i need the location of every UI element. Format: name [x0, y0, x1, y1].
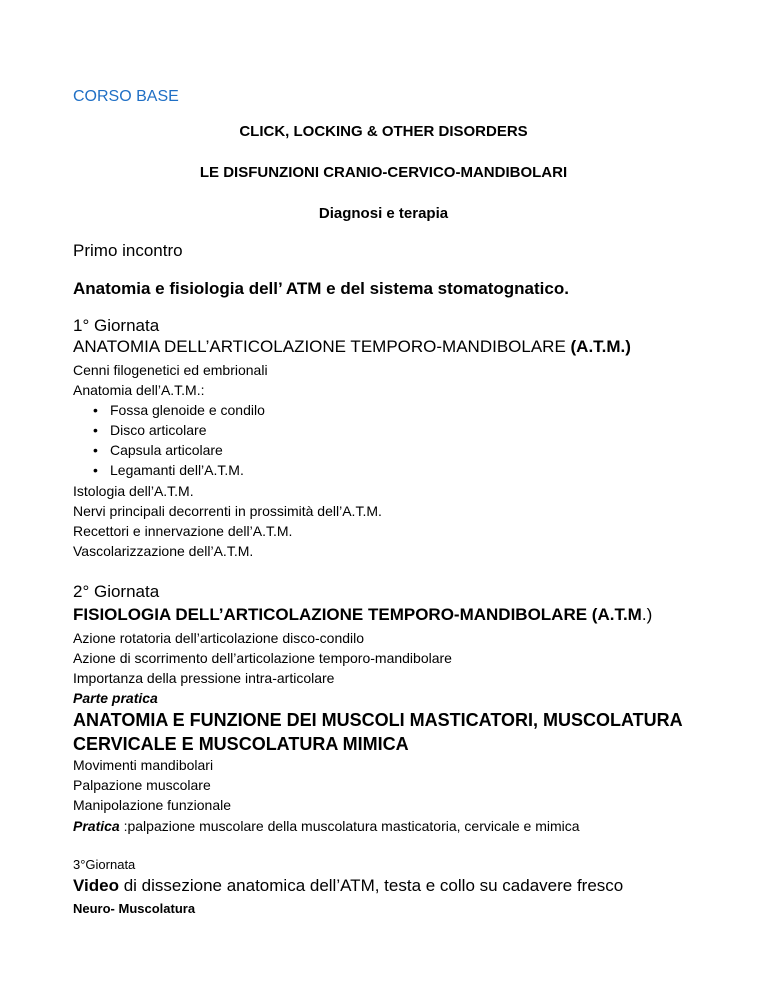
day1-bullet-text: Disco articolare [110, 422, 207, 438]
day1-bullet [93, 422, 206, 438]
day1-label: 1° Giornata [73, 316, 160, 335]
bullet-icon: • [93, 462, 98, 478]
day2-line-4: Movimenti mandibolari [73, 757, 214, 773]
day1-heading [73, 337, 631, 357]
day2-line-3: Importanza della pressione intra-articolare [73, 670, 335, 686]
day1-bullet [93, 402, 265, 418]
document-subtitle-2: Diagnosi e terapia [318, 205, 449, 222]
day2-label: 2° Giornata [73, 582, 160, 601]
course-tag: CORSO BASE [73, 88, 179, 105]
day2-heading-text: FISIOLOGIA DELL’ARTICOLAZIONE TEMPORO-MANDIBOLARE (A.T.M [73, 605, 642, 624]
day2-line-5: Palpazione muscolare [73, 777, 211, 793]
meeting-topic: Anatomia e fisiologia dell’ ATM e del sistema stomatognatico. [73, 279, 569, 298]
day1-bullet [93, 442, 223, 458]
day3-video-line [73, 876, 623, 896]
bullet-icon: • [93, 442, 98, 458]
day1-line-4: Nervi principali decorrenti in prossimità dell’A.T.M. [73, 503, 382, 519]
day1-line-2: Anatomia dell’A.T.M.: [73, 382, 205, 398]
meeting-label: Primo incontro [73, 241, 183, 260]
document-title: CLICK, LOCKING & OTHER DISORDERS [239, 123, 528, 140]
day1-line-3: Istologia dell’A.T.M. [73, 483, 194, 499]
day1-bullet-text: Legamanti dell’A.T.M. [110, 462, 244, 478]
day2-practice-text: :palpazione muscolare della muscolatura masticatoria, cervicale e mimica [119, 818, 580, 834]
day2-practice [73, 818, 580, 834]
document-subtitle: LE DISFUNZIONI CRANIO-CERVICO-MANDIBOLARI [199, 164, 568, 181]
day2-practice-label: Pratica [73, 818, 120, 834]
day2-practical-label: Parte pratica [73, 690, 158, 706]
day1-heading-text: ANATOMIA DELL’ARTICOLAZIONE TEMPORO-MANDIBOLARE [73, 337, 571, 356]
day1-line-1: Cenni filogenetici ed embrionali [73, 362, 268, 378]
day3-video-text: di dissezione anatomica dell’ATM, testa e collo su cadavere fresco [118, 876, 624, 895]
day2-line-2: Azione di scorrimento dell’articolazione temporo-mandibolare [73, 650, 452, 666]
day2-line-1: Azione rotatoria dell’articolazione disco-condilo [73, 630, 365, 646]
day1-heading-abbr: (A.T.M.) [570, 337, 631, 356]
day2-line-6: Manipolazione funzionale [73, 797, 231, 813]
bullet-icon: • [93, 402, 98, 418]
day2-heading [73, 605, 652, 625]
day1-line-6: Vascolarizzazione dell’A.T.M. [73, 543, 254, 559]
day1-bullet-text: Capsula articolare [110, 442, 223, 458]
bullet-icon: • [93, 422, 98, 438]
day3-neuro: Neuro- Muscolatura [73, 901, 196, 916]
day1-line-5: Recettori e innervazione dell’A.T.M. [73, 523, 293, 539]
day1-bullet-text: Fossa glenoide e condilo [110, 402, 265, 418]
day2-heading-2: ANATOMIA E FUNZIONE DEI MUSCOLI MASTICATORI, MUSCOLATURA CERVICALE E MUSCOLATURA MIMICA [73, 710, 682, 754]
day2-heading-tail: .) [641, 605, 653, 624]
day3-label: 3°Giornata [73, 857, 136, 872]
day3-video-label: Video [73, 876, 119, 895]
day1-bullet [93, 462, 244, 478]
